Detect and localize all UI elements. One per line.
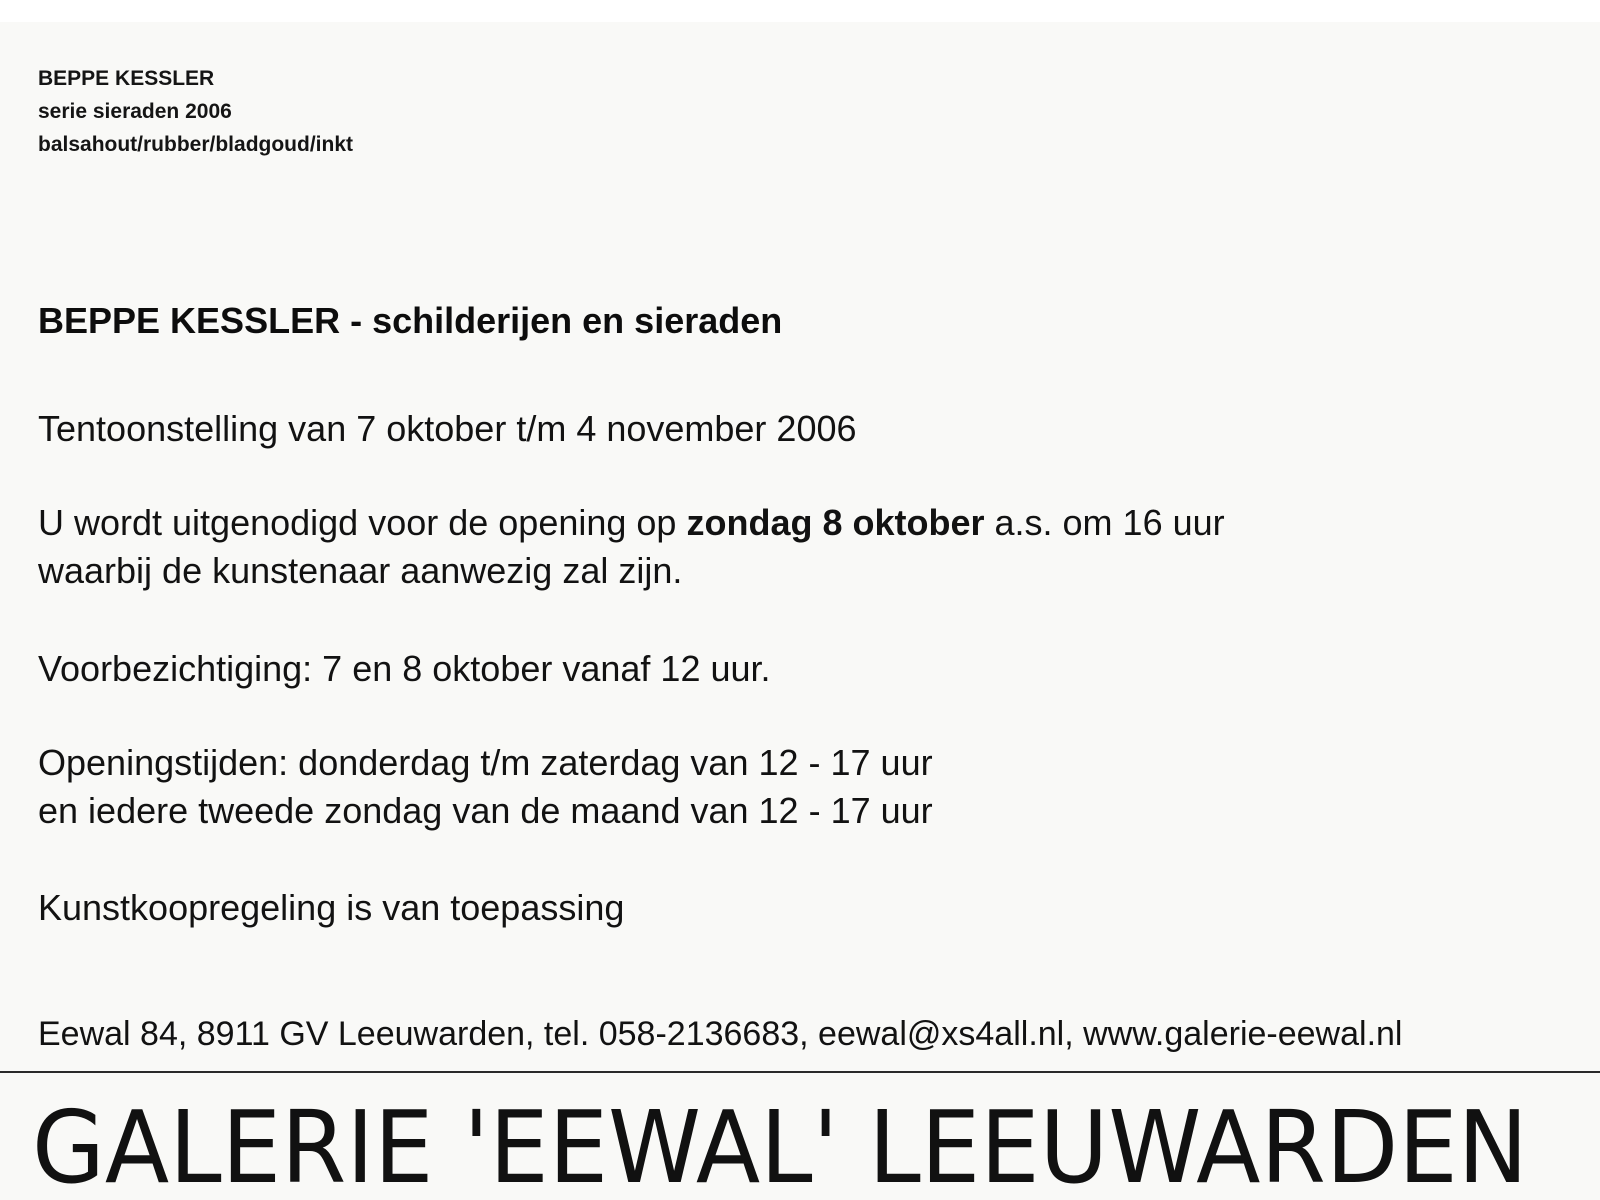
artwork-caption	[38, 62, 353, 161]
invitation-card	[0, 22, 1600, 1200]
opening-line-1	[38, 499, 1225, 547]
opening-text-before: U wordt uitgenodigd voor de opening op	[38, 502, 687, 543]
hours-line-1: Openingstijden: donderdag t/m zaterdag van 12 - 17 uur	[38, 742, 933, 783]
gallery-logo	[30, 1070, 1590, 1190]
opening-invitation	[38, 499, 1225, 595]
opening-hours	[38, 739, 933, 835]
preview-info: Voorbezichtiging: 7 en 8 oktober vanaf 12 uur.	[38, 648, 771, 689]
title-artist: BEPPE KESSLER	[38, 300, 341, 341]
caption-series: serie sieraden 2006	[38, 100, 232, 123]
gallery-logo-text: GALERIE 'EEWAL' LEEUWARDEN	[32, 1089, 1528, 1190]
contact-address: Eewal 84, 8911 GV Leeuwarden, tel. 058-2136683, eewal@xs4all.nl, www.galerie-eewal.nl	[38, 1015, 1403, 1053]
exhibition-dates: Tentoonstelling van 7 oktober t/m 4 november 2006	[38, 408, 857, 449]
exhibition-title	[38, 300, 782, 342]
caption-artist: BEPPE KESSLER	[38, 67, 215, 90]
hours-line-2: en iedere tweede zondag van de maand van 12 - 17 uur	[38, 790, 933, 831]
art-purchase-notice: Kunstkoopregeling is van toepassing	[38, 887, 625, 928]
opening-date: zondag 8 oktober	[686, 502, 985, 543]
caption-materials: balsahout/rubber/bladgoud/inkt	[38, 133, 353, 156]
opening-line-2: waarbij de kunstenaar aanwezig zal zijn.	[38, 550, 683, 591]
opening-text-after: a.s. om 16 uur	[984, 502, 1225, 543]
title-subtitle: - schilderijen en sieraden	[340, 300, 783, 341]
